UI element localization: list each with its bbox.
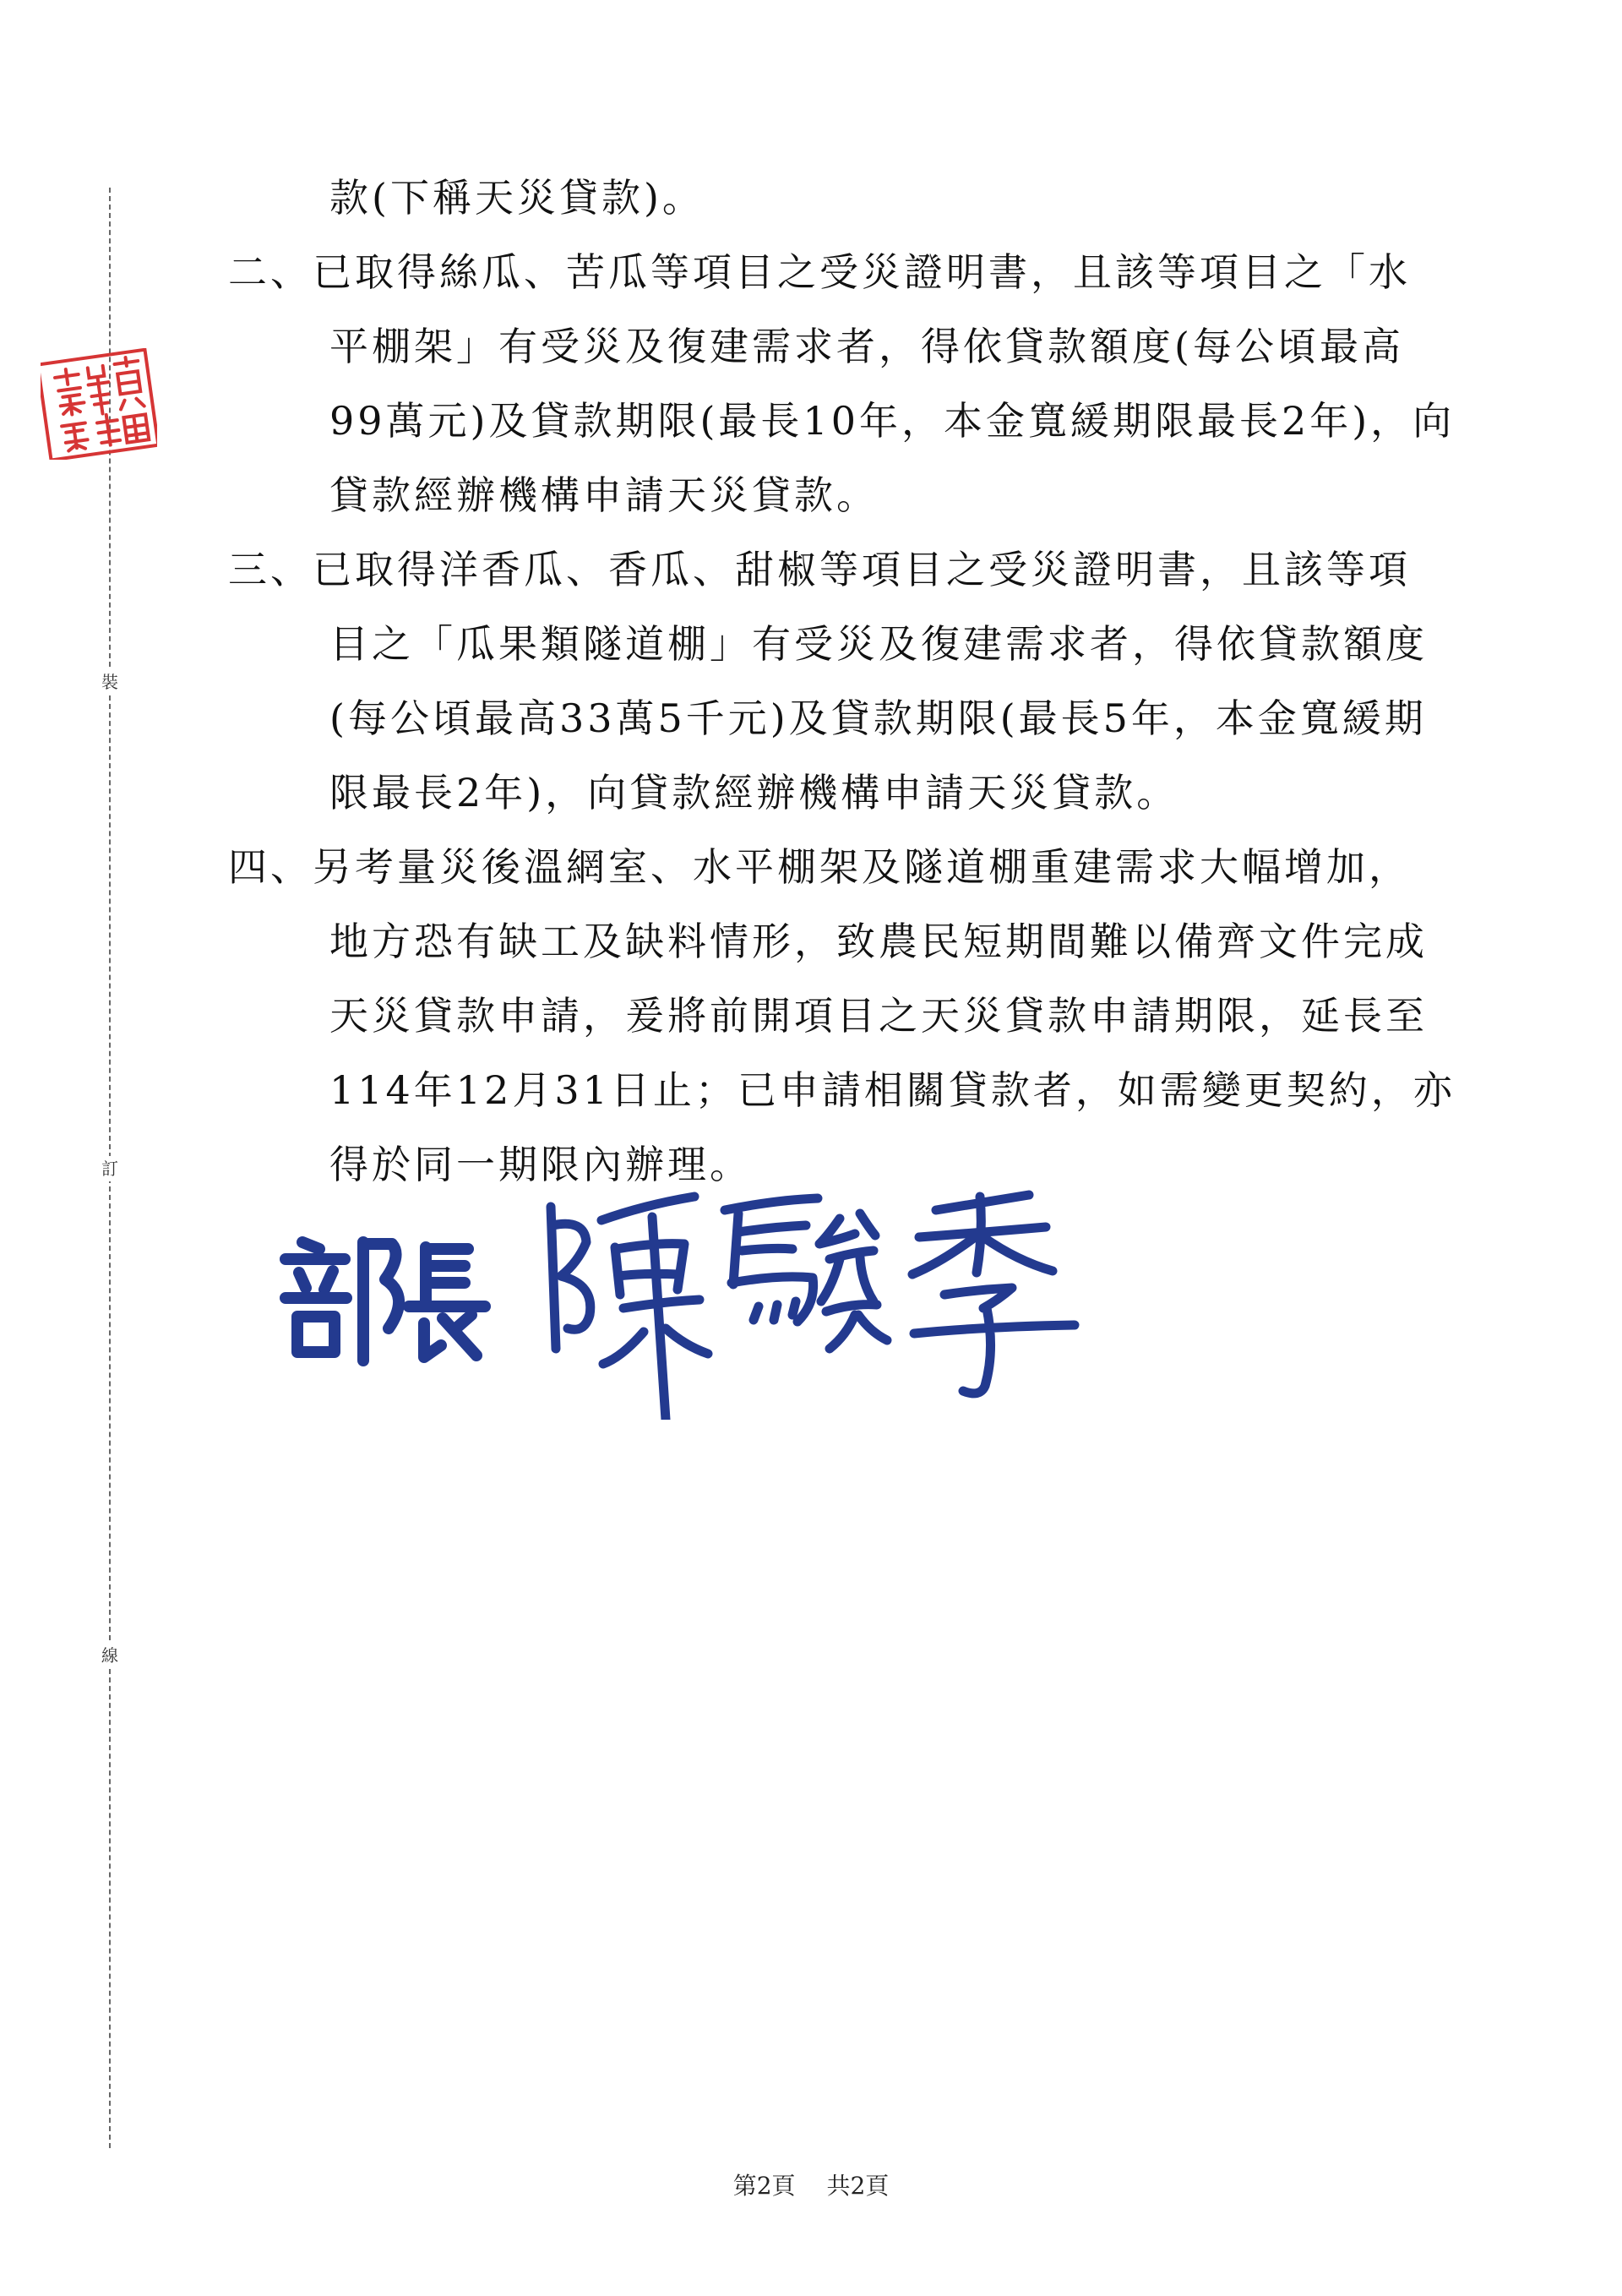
body-line: 114年12月31日止；已申請相關貸款者，如需變更契約，亦: [329, 1067, 1456, 1113]
body-line: 款(下稱天災貸款)。: [329, 175, 705, 221]
body-line: 貸款經辦機構申請天災貸款。: [329, 472, 879, 518]
binding-mark-xian: 線: [98, 1643, 122, 1668]
body-line: 得於同一期限內辦理。: [329, 1142, 752, 1187]
body-line: (每公頃最高33萬5千元)及貸款期限(最長5年，本金寬緩期: [329, 695, 1427, 741]
binding-mark-zhuang: 裝: [98, 669, 122, 695]
page-total: 共2頁: [826, 2172, 890, 2200]
body-line: 平棚架」有受災及復建需求者，得依貸款額度(每公頃最高: [329, 324, 1404, 369]
body-line: 地方恐有缺工及缺料情形，致農民短期間難以備齊文件完成: [329, 919, 1428, 964]
body-line: 天災貸款申請，爰將前開項目之天災貸款申請期限，延長至: [329, 993, 1428, 1039]
official-seal: [41, 348, 157, 460]
body-line: 二、已取得絲瓜、苦瓜等項目之受災證明書，且該等項目之「水: [228, 249, 1411, 295]
body-line: 目之「瓜果類隧道棚」有受災及復建需求者，得依貸款額度: [329, 621, 1428, 667]
body-line: 限最長2年)，向貸款經辦機構申請天災貸款。: [329, 770, 1179, 815]
document-body: [228, 161, 1478, 1202]
minister-signature: [269, 1166, 1088, 1420]
binding-mark-ding: 訂: [98, 1156, 122, 1181]
body-line: 99萬元)及貸款期限(最長10年，本金寬緩期限最長2年)，向: [329, 398, 1456, 444]
page-number: 第2頁: [732, 2172, 796, 2200]
page-footer: [0, 2168, 1622, 2201]
body-line: 三、已取得洋香瓜、香瓜、甜椒等項目之受災證明書，且該等項: [228, 547, 1411, 592]
body-line: 四、另考量災後溫網室、水平棚架及隧道棚重建需求大幅增加，: [228, 844, 1411, 890]
